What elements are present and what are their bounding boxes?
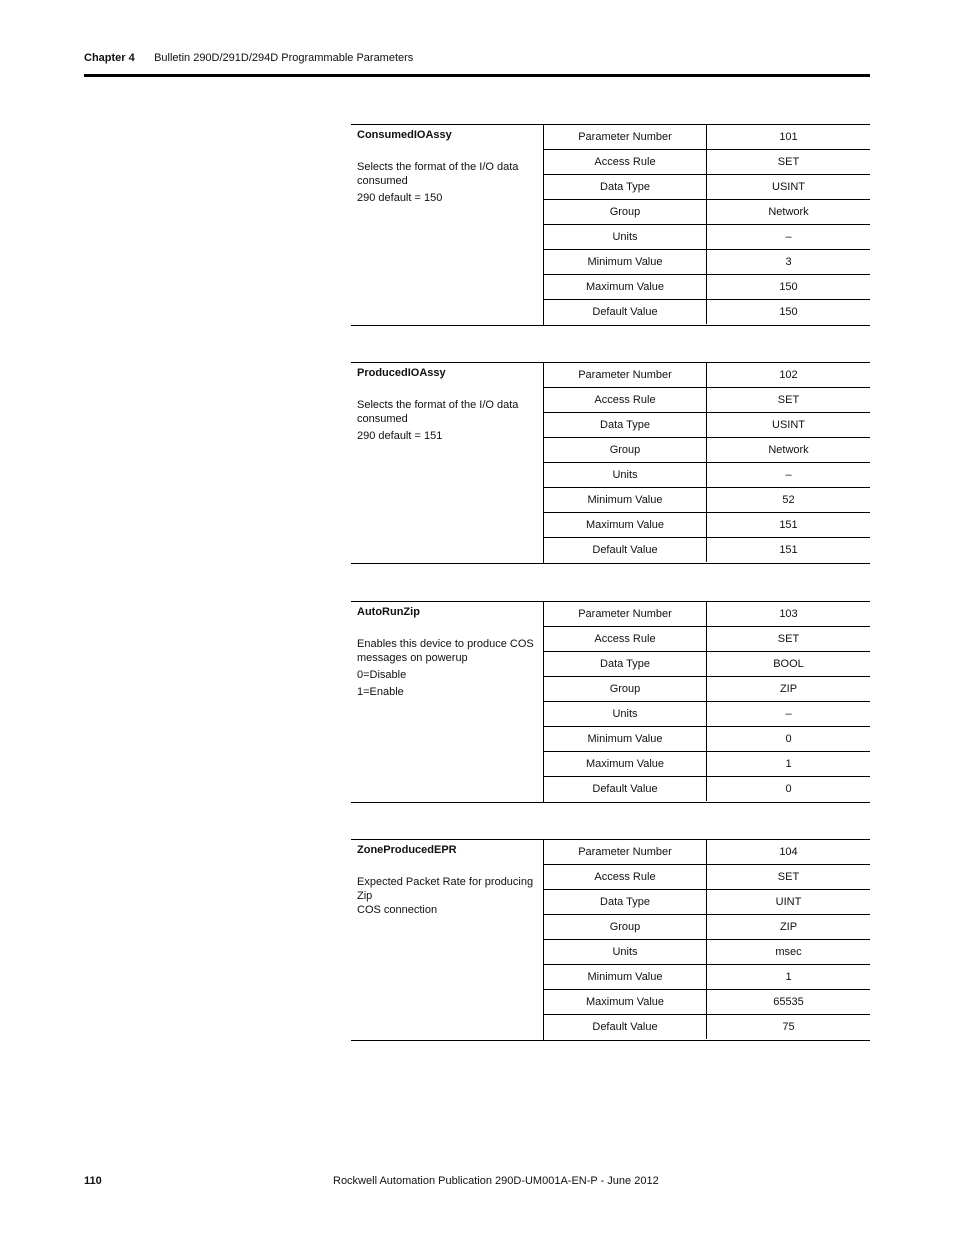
- table-row: [544, 940, 870, 965]
- row-label: Group: [544, 915, 707, 940]
- parameter-block: [351, 362, 870, 564]
- row-value: 150: [779, 306, 798, 318]
- table-row: [544, 677, 870, 702]
- row-value: UINT: [707, 890, 871, 915]
- table-row: [544, 388, 870, 413]
- description-line: consumed: [357, 413, 408, 425]
- table-row: [544, 200, 870, 225]
- table-row: [544, 150, 870, 175]
- parameter-description: [351, 363, 544, 563]
- description-line: COS connection: [357, 904, 438, 916]
- table-row: [544, 777, 870, 802]
- description-line: consumed: [357, 175, 408, 187]
- parameter-table: [544, 602, 870, 801]
- parameter-name: ZoneProducedEPR: [357, 844, 457, 856]
- row-value: ZIP: [707, 915, 871, 940]
- row-value: 151: [707, 513, 871, 538]
- parameter-table: [544, 840, 870, 1039]
- row-value: Network: [707, 438, 871, 463]
- description-line: Selects the format of the I/O data: [357, 399, 519, 411]
- parameter-table: [544, 125, 870, 324]
- row-value: BOOL: [707, 652, 871, 677]
- row-label: Units: [544, 225, 707, 250]
- description-line: 290 default = 151: [357, 430, 443, 442]
- row-value: USINT: [707, 413, 871, 438]
- table-row: [544, 250, 870, 275]
- table-row: [544, 915, 870, 940]
- table-row: [544, 702, 870, 727]
- table-row: [544, 438, 870, 463]
- table-row: [544, 965, 870, 990]
- row-label: Minimum Value: [544, 250, 707, 275]
- row-label: Maximum Value: [544, 990, 707, 1015]
- table-row: [544, 627, 870, 652]
- description-line: Selects the format of the I/O data: [357, 161, 519, 173]
- table-row: [544, 300, 870, 325]
- table-row: [544, 865, 870, 890]
- row-value: 103: [707, 602, 871, 627]
- parameter-block: [351, 839, 870, 1041]
- row-label: Maximum Value: [544, 752, 707, 777]
- page-header: [84, 52, 870, 64]
- row-label: Units: [544, 463, 707, 488]
- row-value: –: [707, 463, 871, 488]
- parameter-name: ProducedIOAssy: [357, 367, 446, 379]
- row-label: Access Rule: [544, 388, 707, 413]
- table-row: [544, 602, 870, 627]
- chapter-title: Bulletin 290D/291D/294D Programmable Parameters: [154, 52, 414, 64]
- row-label: Maximum Value: [544, 513, 707, 538]
- row-value: –: [707, 225, 871, 250]
- table-row: [544, 652, 870, 677]
- row-label: Access Rule: [544, 627, 707, 652]
- parameter-description: [351, 602, 544, 802]
- parameter-block: [351, 601, 870, 803]
- row-label: Parameter Number: [544, 125, 707, 150]
- row-label: Access Rule: [544, 150, 707, 175]
- description-line: messages on powerup: [357, 652, 468, 664]
- row-value: 0: [707, 727, 871, 752]
- row-label: Maximum Value: [544, 275, 707, 300]
- row-value: USINT: [707, 175, 871, 200]
- row-label: Parameter Number: [544, 840, 707, 865]
- row-value: 0: [785, 783, 792, 795]
- row-value: 151: [779, 544, 798, 556]
- row-value: 1: [707, 752, 871, 777]
- parameter-description: [351, 840, 544, 1040]
- row-label: Units: [544, 702, 707, 727]
- row-value: 102: [707, 363, 871, 388]
- row-label: Default Value: [544, 777, 707, 802]
- row-value: 150: [707, 275, 871, 300]
- row-label: Group: [544, 677, 707, 702]
- table-row: [544, 175, 870, 200]
- row-value: 75: [782, 1021, 795, 1033]
- row-label: Default Value: [544, 300, 707, 325]
- row-value: ZIP: [707, 677, 871, 702]
- parameter-table: [544, 363, 870, 562]
- table-row: [544, 990, 870, 1015]
- row-value: –: [707, 702, 871, 727]
- page-number: 110: [84, 1175, 102, 1187]
- table-row: [544, 125, 870, 150]
- row-value: 3: [707, 250, 871, 275]
- table-row: [544, 225, 870, 250]
- row-value: 52: [707, 488, 871, 513]
- table-row: [544, 363, 870, 388]
- table-row: [544, 538, 870, 563]
- table-row: [544, 413, 870, 438]
- row-label: Parameter Number: [544, 363, 707, 388]
- row-value: SET: [707, 150, 871, 175]
- row-label: Parameter Number: [544, 602, 707, 627]
- parameter-description: [351, 125, 544, 325]
- row-label: Data Type: [544, 175, 707, 200]
- row-value: Network: [707, 200, 871, 225]
- description-line: Enables this device to produce COS: [357, 638, 534, 650]
- chapter-label: Chapter 4: [84, 52, 135, 64]
- row-label: Minimum Value: [544, 965, 707, 990]
- publication-info: Rockwell Automation Publication 290D-UM001A-EN-P - June 2012: [333, 1175, 659, 1187]
- row-label: Minimum Value: [544, 727, 707, 752]
- table-row: [544, 463, 870, 488]
- table-row: [544, 727, 870, 752]
- table-row: [544, 275, 870, 300]
- description-line: 1=Enable: [357, 686, 404, 698]
- row-value: 101: [707, 125, 871, 150]
- row-value: SET: [707, 865, 871, 890]
- parameter-block: [351, 124, 870, 326]
- table-row: [544, 1015, 870, 1040]
- row-label: Default Value: [544, 1015, 707, 1040]
- table-row: [544, 840, 870, 865]
- row-label: Default Value: [544, 538, 707, 563]
- row-value: msec: [707, 940, 871, 965]
- table-row: [544, 752, 870, 777]
- row-value: 104: [707, 840, 871, 865]
- row-label: Data Type: [544, 652, 707, 677]
- parameter-name: AutoRunZip: [357, 606, 420, 618]
- table-row: [544, 513, 870, 538]
- row-label: Units: [544, 940, 707, 965]
- row-label: Data Type: [544, 413, 707, 438]
- row-label: Group: [544, 200, 707, 225]
- description-line: Expected Packet Rate for producing Zip: [357, 876, 534, 902]
- row-label: Access Rule: [544, 865, 707, 890]
- row-label: Data Type: [544, 890, 707, 915]
- row-label: Group: [544, 438, 707, 463]
- table-row: [544, 890, 870, 915]
- parameter-name: ConsumedIOAssy: [357, 129, 452, 141]
- row-value: 1: [707, 965, 871, 990]
- row-value: SET: [707, 388, 871, 413]
- description-line: 290 default = 150: [357, 192, 443, 204]
- row-label: Minimum Value: [544, 488, 707, 513]
- row-value: 65535: [707, 990, 871, 1015]
- description-line: 0=Disable: [357, 669, 407, 681]
- row-value: SET: [707, 627, 871, 652]
- header-rule: [84, 74, 870, 77]
- table-row: [544, 488, 870, 513]
